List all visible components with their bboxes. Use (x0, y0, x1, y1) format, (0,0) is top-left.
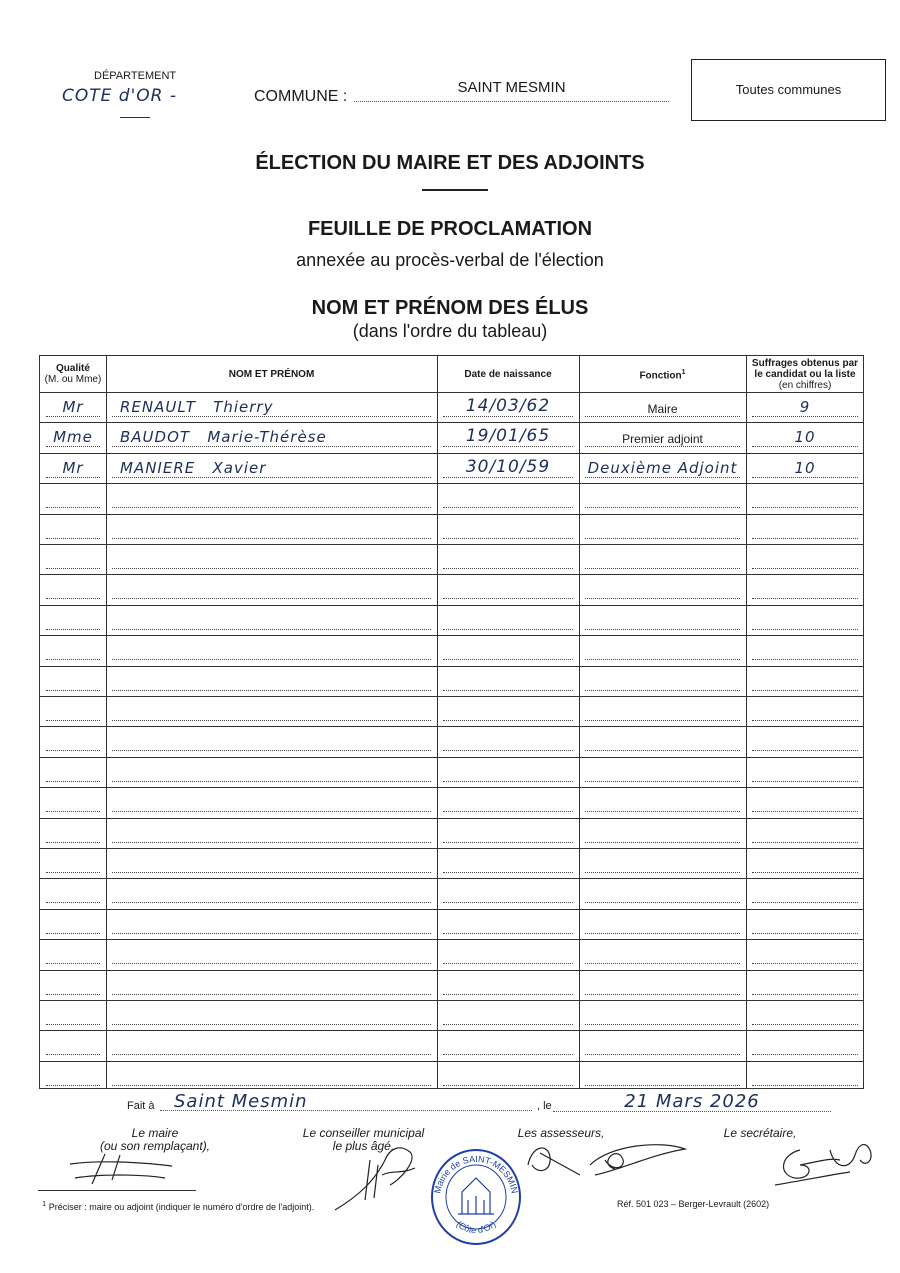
dotted-line (752, 629, 858, 630)
header-fonction: Fonction$^1$ (639, 368, 686, 382)
dotted-line (443, 659, 573, 660)
empty-cell (579, 574, 746, 604)
empty-cell (106, 1061, 437, 1091)
dotted-line (443, 1085, 573, 1086)
empty-cell (746, 635, 864, 665)
dotted-line (752, 902, 858, 903)
empty-cell (746, 696, 864, 726)
fait-a-value: Saint Mesmin (160, 1091, 532, 1111)
dotted-line (112, 1054, 431, 1055)
signature-maire (60, 1150, 180, 1190)
empty-cell (106, 666, 437, 696)
empty-cell (746, 939, 864, 969)
commune-label: COMMUNE : (254, 88, 348, 105)
form-reference: Réf. 501 023 – Berger-Levrault (2602) (617, 1199, 770, 1209)
dotted-line (443, 842, 573, 843)
date-label: , le (537, 1100, 552, 1112)
dotted-line (46, 902, 100, 903)
dotted-line (46, 446, 100, 447)
dotted-line (585, 598, 740, 599)
header-suffrages: Suffrages obtenus par le candidat ou la liste (en chiffres) (751, 357, 859, 391)
empty-cell (40, 1000, 106, 1030)
dotted-line (112, 872, 431, 873)
dotted-line (443, 446, 573, 447)
empty-cell (579, 848, 746, 878)
empty-cell (106, 696, 437, 726)
dotted-line (443, 933, 573, 934)
dotted-line (112, 507, 431, 508)
empty-cell (106, 787, 437, 817)
empty-cell (746, 483, 864, 513)
dotted-line (112, 690, 431, 691)
departement-underline (120, 117, 150, 118)
signature-conseiller (330, 1140, 430, 1215)
dotted-line (46, 720, 100, 721)
commune-type-text: Toutes communes (735, 82, 842, 97)
dotted-line (585, 1054, 740, 1055)
dotted-line (112, 598, 431, 599)
empty-cell (40, 696, 106, 726)
dotted-line (112, 963, 431, 964)
empty-cell (437, 605, 579, 635)
dotted-line (585, 538, 740, 539)
footnote: $^1$ Préciser : maire ou adjoint (indiquer le numéro d'ordre de l'adjoint). (42, 1199, 315, 1212)
dotted-line (443, 507, 573, 508)
dotted-line (443, 750, 573, 751)
fonction-value: Maire (647, 402, 678, 416)
dotted-line (752, 994, 858, 995)
dotted-line (46, 1085, 100, 1086)
mairie-stamp (430, 1148, 522, 1246)
dotted-line (752, 568, 858, 569)
empty-cell (746, 605, 864, 635)
dotted-line (46, 842, 100, 843)
dotted-line (752, 811, 858, 812)
dotted-line (752, 416, 858, 417)
dotted-line (585, 690, 740, 691)
empty-cell (40, 787, 106, 817)
empty-cell (40, 1030, 106, 1060)
nom-value: BAUDOT Marie-Thérèse (120, 428, 327, 447)
date-value: 19/01/65 (465, 426, 551, 447)
empty-cell (579, 878, 746, 908)
empty-cell (746, 666, 864, 696)
cell-date (437, 422, 579, 452)
empty-cell (106, 483, 437, 513)
cell-suffrages (746, 422, 864, 452)
cell-date (437, 392, 579, 422)
dotted-line (752, 477, 858, 478)
cell-fonction (579, 392, 746, 422)
empty-cell (40, 635, 106, 665)
dotted-line (443, 811, 573, 812)
empty-cell (40, 726, 106, 756)
dotted-line (443, 902, 573, 903)
qualite-value: Mme (53, 428, 93, 447)
empty-cell (746, 787, 864, 817)
empty-cell (106, 848, 437, 878)
dotted-line (585, 568, 740, 569)
suffrages-value: 10 (794, 428, 816, 447)
suffrages-value: 9 (799, 398, 811, 416)
list-title: NOM ET PRÉNOM DES ÉLUS (311, 297, 589, 319)
dotted-line (112, 538, 431, 539)
dotted-line (46, 1054, 100, 1055)
empty-cell (106, 878, 437, 908)
dotted-line (752, 963, 858, 964)
cell-nom (106, 392, 437, 422)
dotted-line (585, 507, 740, 508)
svg-text:Mairie de SAINT-MESMIN (432, 1154, 520, 1194)
dotted-line (443, 1024, 573, 1025)
dotted-line (46, 811, 100, 812)
dotted-line (112, 659, 431, 660)
empty-cell (106, 605, 437, 635)
dotted-line (585, 720, 740, 721)
empty-cell (579, 635, 746, 665)
main-title: ÉLECTION DU MAIRE ET DES ADJOINTS (255, 152, 645, 174)
empty-cell (746, 726, 864, 756)
empty-cell (746, 514, 864, 544)
empty-cell (579, 605, 746, 635)
empty-cell (106, 726, 437, 756)
empty-cell (437, 878, 579, 908)
dotted-line (443, 781, 573, 782)
empty-cell (746, 818, 864, 848)
date-value: 30/10/59 (465, 456, 551, 477)
dotted-line (46, 933, 100, 934)
list-subtitle: (dans l'ordre du tableau) (352, 321, 548, 341)
empty-cell (746, 1061, 864, 1091)
dotted-line (443, 568, 573, 569)
dotted-line (585, 416, 740, 417)
empty-cell (746, 1000, 864, 1030)
dotted-line (112, 811, 431, 812)
empty-cell (437, 1030, 579, 1060)
dotted-line (752, 781, 858, 782)
svg-text:(Côte d'Or) (454, 1219, 497, 1235)
dotted-line (752, 872, 858, 873)
cell-nom (106, 422, 437, 452)
empty-cell (40, 666, 106, 696)
dotted-line (752, 446, 858, 447)
dotted-line (112, 750, 431, 751)
dotted-line (46, 507, 100, 508)
cell-fonction (579, 422, 746, 452)
empty-cell (746, 909, 864, 939)
header-date: Date de naissance (464, 368, 552, 380)
empty-cell (40, 757, 106, 787)
signature-title-conseiller: Le conseiller municipal le plus âgé, (302, 1126, 425, 1153)
dotted-line (585, 902, 740, 903)
empty-cell (437, 818, 579, 848)
church-icon (458, 1178, 494, 1214)
empty-cell (579, 696, 746, 726)
dotted-line (443, 477, 573, 478)
empty-cell (437, 848, 579, 878)
dotted-line (752, 842, 858, 843)
dotted-line (46, 963, 100, 964)
empty-cell (106, 818, 437, 848)
empty-cell (579, 787, 746, 817)
cell-fonction (579, 453, 746, 483)
dotted-line (112, 933, 431, 934)
empty-cell (746, 544, 864, 574)
dotted-line (112, 477, 431, 478)
dotted-line (112, 720, 431, 721)
departement-value: COTE d'OR - (62, 86, 177, 106)
nom-value: MANIERE Xavier (120, 458, 267, 477)
empty-cell (40, 909, 106, 939)
cell-suffrages (746, 453, 864, 483)
nom-value: RENAULT Thierry (120, 398, 274, 416)
empty-cell (106, 909, 437, 939)
dotted-line (443, 416, 573, 417)
fonction-value: Premier adjoint (622, 432, 703, 447)
dotted-line (443, 598, 573, 599)
empty-cell (437, 909, 579, 939)
dotted-line (752, 659, 858, 660)
empty-cell (746, 574, 864, 604)
empty-cell (40, 544, 106, 574)
signature-assesseurs (520, 1135, 690, 1185)
empty-cell (579, 757, 746, 787)
empty-cell (579, 483, 746, 513)
empty-cell (40, 939, 106, 969)
dotted-line (752, 720, 858, 721)
empty-cell (40, 970, 106, 1000)
empty-cell (106, 544, 437, 574)
dotted-line (752, 1085, 858, 1086)
empty-cell (579, 1061, 746, 1091)
empty-cell (40, 514, 106, 544)
dotted-line (112, 629, 431, 630)
dotted-line (585, 1024, 740, 1025)
header-qualite: Qualité (M. ou Mme) (44, 363, 102, 385)
sheet-subtitle: annexée au procès-verbal de l'élection (296, 250, 604, 270)
empty-cell (746, 757, 864, 787)
dotted-line (585, 872, 740, 873)
dotted-line (443, 994, 573, 995)
empty-cell (437, 1000, 579, 1030)
dotted-line (112, 842, 431, 843)
empty-cell (106, 1030, 437, 1060)
dotted-line (585, 963, 740, 964)
dotted-line (585, 477, 740, 478)
date-value: 14/03/62 (465, 396, 551, 416)
signature-title-secretaire: Le secrétaire, (723, 1126, 797, 1140)
cell-nom (106, 453, 437, 483)
empty-cell (40, 483, 106, 513)
dotted-line (443, 690, 573, 691)
dotted-line (443, 629, 573, 630)
empty-cell (106, 757, 437, 787)
dotted-line (752, 598, 858, 599)
empty-cell (106, 939, 437, 969)
dotted-line (752, 690, 858, 691)
suffrages-value: 10 (794, 458, 816, 477)
departement-label: DÉPARTEMENT (94, 70, 177, 82)
dotted-line (752, 538, 858, 539)
empty-cell (579, 970, 746, 1000)
dotted-line (112, 1085, 431, 1086)
dotted-line (46, 477, 100, 478)
dotted-line (752, 507, 858, 508)
empty-cell (106, 514, 437, 544)
empty-cell (40, 848, 106, 878)
cell-suffrages (746, 392, 864, 422)
footnote-rule (38, 1190, 196, 1191)
dotted-line (46, 690, 100, 691)
empty-cell (746, 878, 864, 908)
empty-cell (106, 1000, 437, 1030)
dotted-line (46, 750, 100, 751)
cell-qualite (40, 392, 106, 422)
dotted-line (585, 750, 740, 751)
empty-cell (746, 970, 864, 1000)
dotted-line (443, 1054, 573, 1055)
empty-cell (437, 514, 579, 544)
empty-cell (746, 1030, 864, 1060)
qualite-value: Mr (62, 458, 84, 477)
empty-cell (437, 696, 579, 726)
empty-cell (40, 1061, 106, 1091)
empty-cell (579, 818, 746, 848)
empty-cell (106, 574, 437, 604)
dotted-line (585, 659, 740, 660)
empty-cell (106, 970, 437, 1000)
empty-cell (579, 726, 746, 756)
dotted-line (585, 933, 740, 934)
dotted-line (752, 1054, 858, 1055)
empty-cell (437, 970, 579, 1000)
empty-cell (437, 544, 579, 574)
title-rule (422, 189, 488, 191)
empty-cell (746, 848, 864, 878)
dotted-line (443, 538, 573, 539)
fonction-value: Deuxième Adjoint (587, 458, 738, 477)
dotted-line (46, 416, 100, 417)
elected-table (39, 355, 864, 1089)
empty-cell (579, 1030, 746, 1060)
dotted-line (752, 750, 858, 751)
dotted-line (443, 963, 573, 964)
dotted-line (443, 720, 573, 721)
empty-cell (40, 605, 106, 635)
header-nom: NOM ET PRÉNOM (228, 368, 315, 380)
dotted-line (752, 933, 858, 934)
dotted-line (112, 446, 431, 447)
cell-qualite (40, 422, 106, 452)
dotted-line (46, 781, 100, 782)
empty-cell (437, 726, 579, 756)
dotted-line (112, 1024, 431, 1025)
empty-cell (579, 666, 746, 696)
empty-cell (579, 514, 746, 544)
stamp-text-bottom: (Côte d'Or) (454, 1219, 498, 1236)
dotted-line (443, 872, 573, 873)
empty-cell (106, 635, 437, 665)
dotted-line (752, 1024, 858, 1025)
sheet-title: FEUILLE DE PROCLAMATION (307, 218, 593, 240)
dotted-line (46, 994, 100, 995)
dotted-line (585, 446, 740, 447)
empty-cell (40, 818, 106, 848)
empty-cell (437, 787, 579, 817)
dotted-line (585, 994, 740, 995)
dotted-line (46, 872, 100, 873)
qualite-value: Mr (62, 398, 84, 416)
empty-cell (579, 939, 746, 969)
empty-cell (437, 939, 579, 969)
dotted-line (112, 902, 431, 903)
dotted-line (46, 598, 100, 599)
dotted-line (46, 568, 100, 569)
dotted-line (112, 568, 431, 569)
empty-cell (579, 544, 746, 574)
fait-a-label: Fait à (127, 1100, 155, 1112)
dotted-line (585, 811, 740, 812)
stamp-text-top: Mairie de SAINT-MESMIN (432, 1153, 520, 1195)
dotted-line (585, 842, 740, 843)
dotted-line (46, 538, 100, 539)
empty-cell (437, 1061, 579, 1091)
dotted-line (112, 781, 431, 782)
dotted-line (112, 416, 431, 417)
signature-title-assesseurs: Les assesseurs, (517, 1126, 605, 1140)
signature-title-maire: Le maire (ou son remplaçant), (99, 1126, 211, 1153)
commune-value: SAINT MESMIN (354, 79, 669, 102)
dotted-line (585, 1085, 740, 1086)
empty-cell (437, 635, 579, 665)
signature-secretaire (770, 1130, 880, 1195)
dotted-line (585, 781, 740, 782)
empty-cell (579, 1000, 746, 1030)
dotted-line (585, 629, 740, 630)
dotted-line (46, 629, 100, 630)
dotted-line (46, 1024, 100, 1025)
dotted-line (46, 659, 100, 660)
dotted-line (112, 994, 431, 995)
empty-cell (437, 666, 579, 696)
cell-date (437, 453, 579, 483)
empty-cell (437, 574, 579, 604)
empty-cell (579, 909, 746, 939)
empty-cell (437, 757, 579, 787)
cell-qualite (40, 453, 106, 483)
empty-cell (40, 878, 106, 908)
empty-cell (40, 574, 106, 604)
date-value: 21 Mars 2026 (553, 1091, 831, 1112)
empty-cell (437, 483, 579, 513)
